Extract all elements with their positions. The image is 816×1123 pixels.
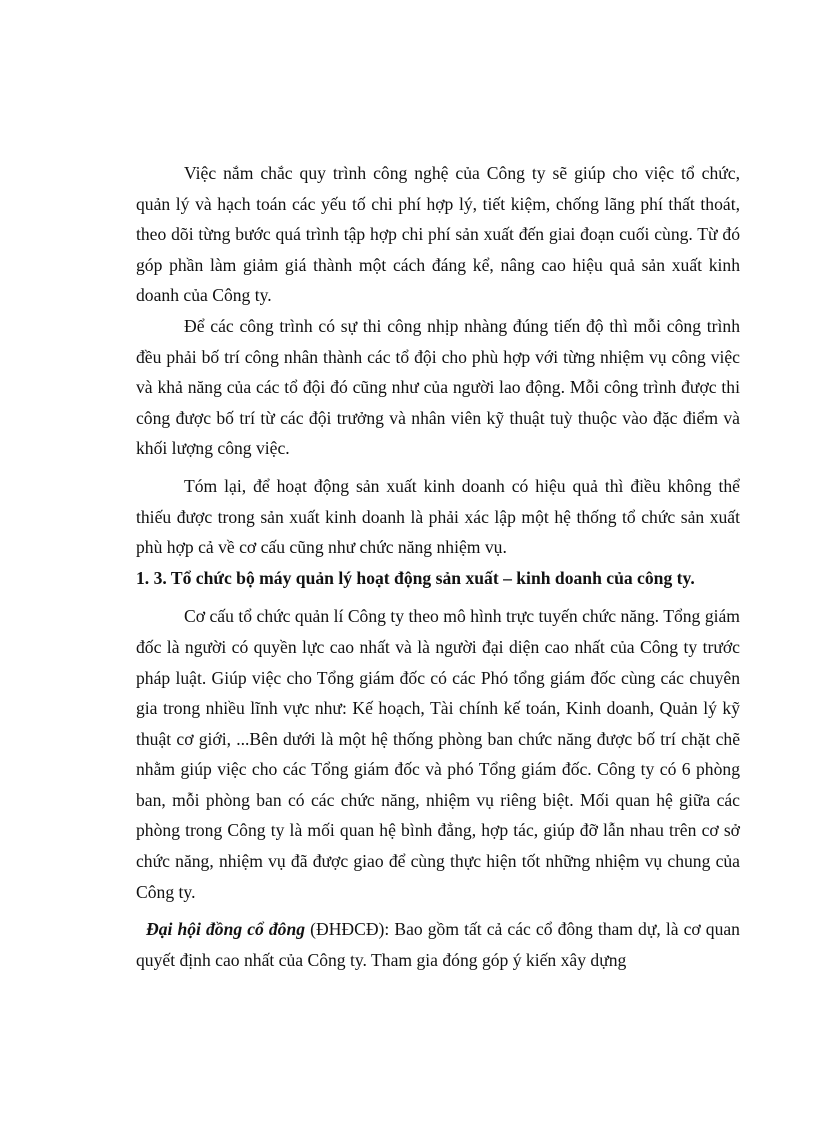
paragraph-summary: Tóm lại, để hoạt động sản xuất kinh doanh có hiệu quả thì điều không thể thiếu được trong sản xuất kinh doanh là phải xác lập một hệ thống tổ chức sản xuất phù hợp cả về cơ cấu cũng như chức năng nhiệm vụ. [136, 475, 740, 558]
section-heading: 1. 3. Tổ chức bộ máy quản lý hoạt động sản xuất – kinh doanh của công ty. [136, 567, 695, 588]
shareholders-term: Đại hội đồng cổ đông [146, 919, 306, 940]
paragraph-technology-process: Việc nắm chắc quy trình công nghệ của Công ty sẽ giúp cho việc tổ chức, quản lý và hạch toán các yếu tố chi phí hợp lý, tiết kiệm, chống lãng phí thất thoát, theo dõi từng bước quá trình tập hợp chi phí sản xuất đến giai đoạn cuối cùng. Từ đó góp phần làm giảm giá thành một cách đáng kể, nâng cao hiệu quả sản xuất kinh doanh của Công ty. [136, 163, 740, 306]
shareholders-description: (ĐHĐCĐ): Bao gồm tất cả các cổ đông tham dự, là cơ quan quyết định cao nhất của Công ty. Tham gia đóng góp ý kiến xây dựng [136, 919, 740, 970]
paragraph-management-structure: Cơ cấu tổ chức quản lí Công ty theo mô hình trực tuyến chức năng. Tổng giám đốc là người có quyền lực cao nhất và là người đại diện cao nhất của Công ty trước pháp luật. Giúp việc cho Tổng giám đốc có các Phó tổng giám đốc cùng các chuyên gia trong nhiều lĩnh vực như: Kế hoạch, Tài chính kế toán, Kinh doanh, Quản lý kỹ thuật cơ giới, ...Bên dưới là một hệ thống phòng ban chức năng được bố trí chặt chẽ nhằm giúp việc cho các Tổng giám đốc và phó Tổng giám đốc. Công ty có 6 phòng ban, mỗi phòng ban có các chức năng, nhiệm vụ riêng biệt. Mối quan hệ giữa các phòng trong Công ty là mối quan hệ bình đẳng, hợp tác, giúp đỡ lẫn nhau trên cơ sở chức năng, nhiệm vụ đã được giao để cùng thực hiện tốt những nhiệm vụ chung của Công ty. [136, 606, 740, 902]
paragraph-shareholders-meeting [136, 914, 740, 975]
document-body [136, 158, 740, 975]
paragraph-construction-teams: Để các công trình có sự thi công nhịp nhàng đúng tiến độ thì mỗi công trình đều phải bố trí công nhân thành các tổ đội cho phù hợp với từng nhiệm vụ công việc và khả năng của các tổ đội đó cũng như của người lao động. Mỗi công trình được thi công được bố trí từ các đội trưởng và nhân viên kỹ thuật tuỳ thuộc vào đặc điểm và khối lượng công việc. [136, 315, 740, 459]
